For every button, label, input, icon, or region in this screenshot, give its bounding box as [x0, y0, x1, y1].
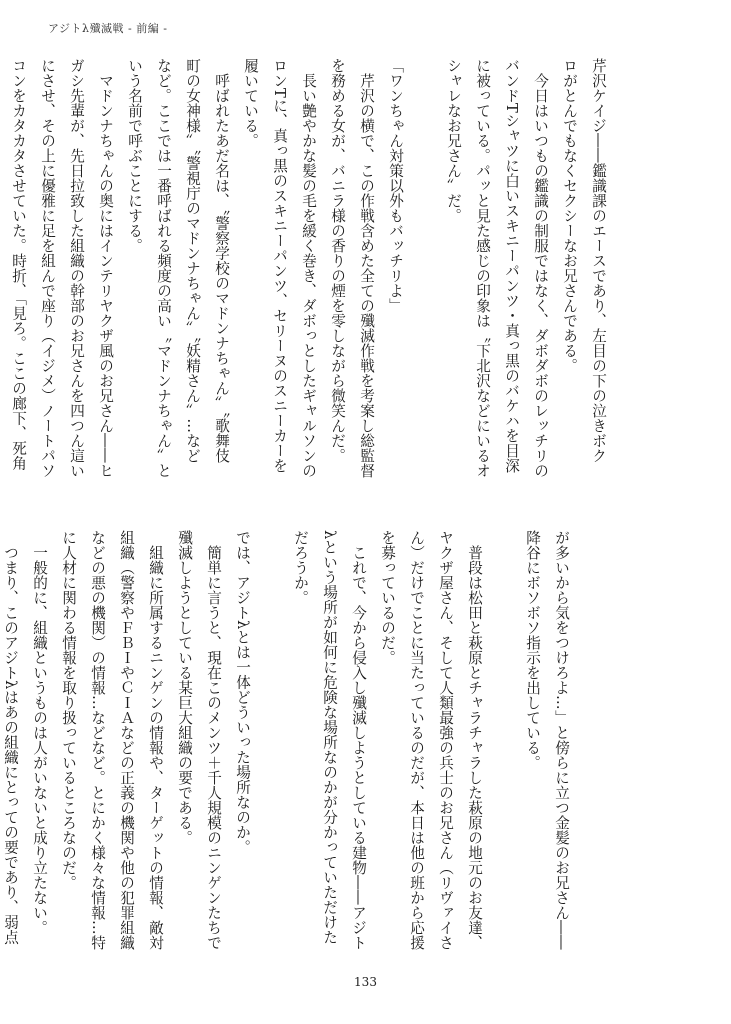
page-number: 133 [354, 975, 377, 989]
text-column: が多いから気をつけろよ…」と傍らに立つ金髪のお兄さん―― [553, 530, 570, 950]
text-column: つまり、このアジトλはあの組織にとっての要であり、弱点 [2, 545, 19, 945]
text-column: に被っている。パッと見た感じの印象は〝下北沢などにいるオ [474, 58, 491, 478]
text-column: 簡単に言うと、現在このメンツ＋千人規模のニンゲンたちで [205, 545, 222, 950]
text-column: これで、今から侵入し殲滅しようとしている建物――アジト [350, 545, 367, 950]
text-column: バンドTシャツに白いスキニーパンツ・真っ黒のバケハを目深 [503, 58, 520, 474]
text-column: にさせ、その上に優雅に足を組んで座り（イジメ）ノートパソ [39, 58, 56, 478]
text-column: いう名前で呼ぶことにする。 [126, 58, 143, 253]
text-column: 町の女神様〟〝警視庁のマドンナちゃん〟〝妖精さん〟…など [184, 58, 201, 464]
text-column: シャレなお兄さん〟だ。 [445, 58, 462, 223]
text-column: 今日はいつもの鑑識の制服ではなく、ダボダボのレッチリの [532, 73, 549, 478]
text-column: ロンTに、真っ黒のスキニーパンツ、セリーヌのスニーカーを [271, 58, 288, 474]
text-column: を募っているのだ。 [379, 530, 396, 665]
text-column: 組織に所属するニンゲンの情報や、ターゲットの情報、敵対 [147, 545, 164, 950]
text-column: 殲滅しようとしている某巨大組織の要である。 [176, 530, 193, 845]
text-column: コンをカタカタさせていた。時折、「見ろ。ここの廊下、死角 [10, 58, 27, 471]
text-column: を務める女が、バニラ様の香りの煙を零しながら微笑んだ。 [329, 58, 346, 463]
text-column: 降谷にボソボソ指示を出している。 [524, 530, 541, 770]
text-column: 呼ばれたあだ名は、〝警察学校のマドンナちゃん〟〝歌舞伎 [213, 73, 230, 464]
text-column: ガシ先輩が、先日拉致した組織の幹部のお兄さんを四つん這い [68, 58, 85, 478]
text-column: マドンナちゃんの奥にはインテリヤクザ風のお兄さん――ヒ [97, 73, 114, 478]
text-column: 一般的に、組織というものは人がいないと成り立たない。 [31, 545, 48, 935]
text-column: ヤクザ屋さん、そして人類最強の兵士のお兄さん（リヴァイさ [437, 530, 454, 950]
running-head: アジトλ殲滅戦 - 前編 - [48, 22, 168, 35]
text-column: 長い艶やかな髪の毛を緩く巻き、ダボっとしたギャルソンの [300, 73, 317, 478]
text-column: ロがとんでもなくセクシーなお兄さんである。 [561, 58, 578, 373]
text-column: 履いている。 [242, 58, 259, 148]
text-column: に人材に関わる情報を取り扱っているところなのだ。 [60, 530, 77, 890]
text-column: 芹沢ケイジ――鑑識課のエースであり、左目の下の泣きボク [590, 58, 607, 463]
text-column: だろうか。 [292, 530, 309, 605]
text-column: ん）だけでことに当たっているのだが、本日は他の班から応援 [408, 530, 425, 950]
text-column: などの悪の機関）の情報…などなど。とにかく様々な情報…特 [89, 530, 106, 950]
text-column: では、アジトλとは一体どういった場所なのか。 [234, 530, 251, 855]
text-block-top [4, 58, 613, 498]
text-column: λという場所が如何に危険な場所なのかが分かっていただけた [321, 530, 338, 945]
text-block-bottom [0, 530, 576, 980]
text-column: など。ここでは一番呼ばれる頻度の高い〝マドンナちゃん〟と [155, 58, 172, 478]
text-column: 「ワンちゃん対策以外もバッチリよ」 [387, 58, 404, 313]
text-column: 芹沢の横で、この作戦含めた全ての殲滅作戦を考案し総監督 [358, 73, 375, 478]
text-column: 普段は松田と萩原とチャラチャラした萩原の地元のお友達、 [466, 545, 483, 950]
text-column: 組織（警察やＦＢＩやＣＩＡなどの正義の機関や他の犯罪組織 [118, 530, 135, 950]
